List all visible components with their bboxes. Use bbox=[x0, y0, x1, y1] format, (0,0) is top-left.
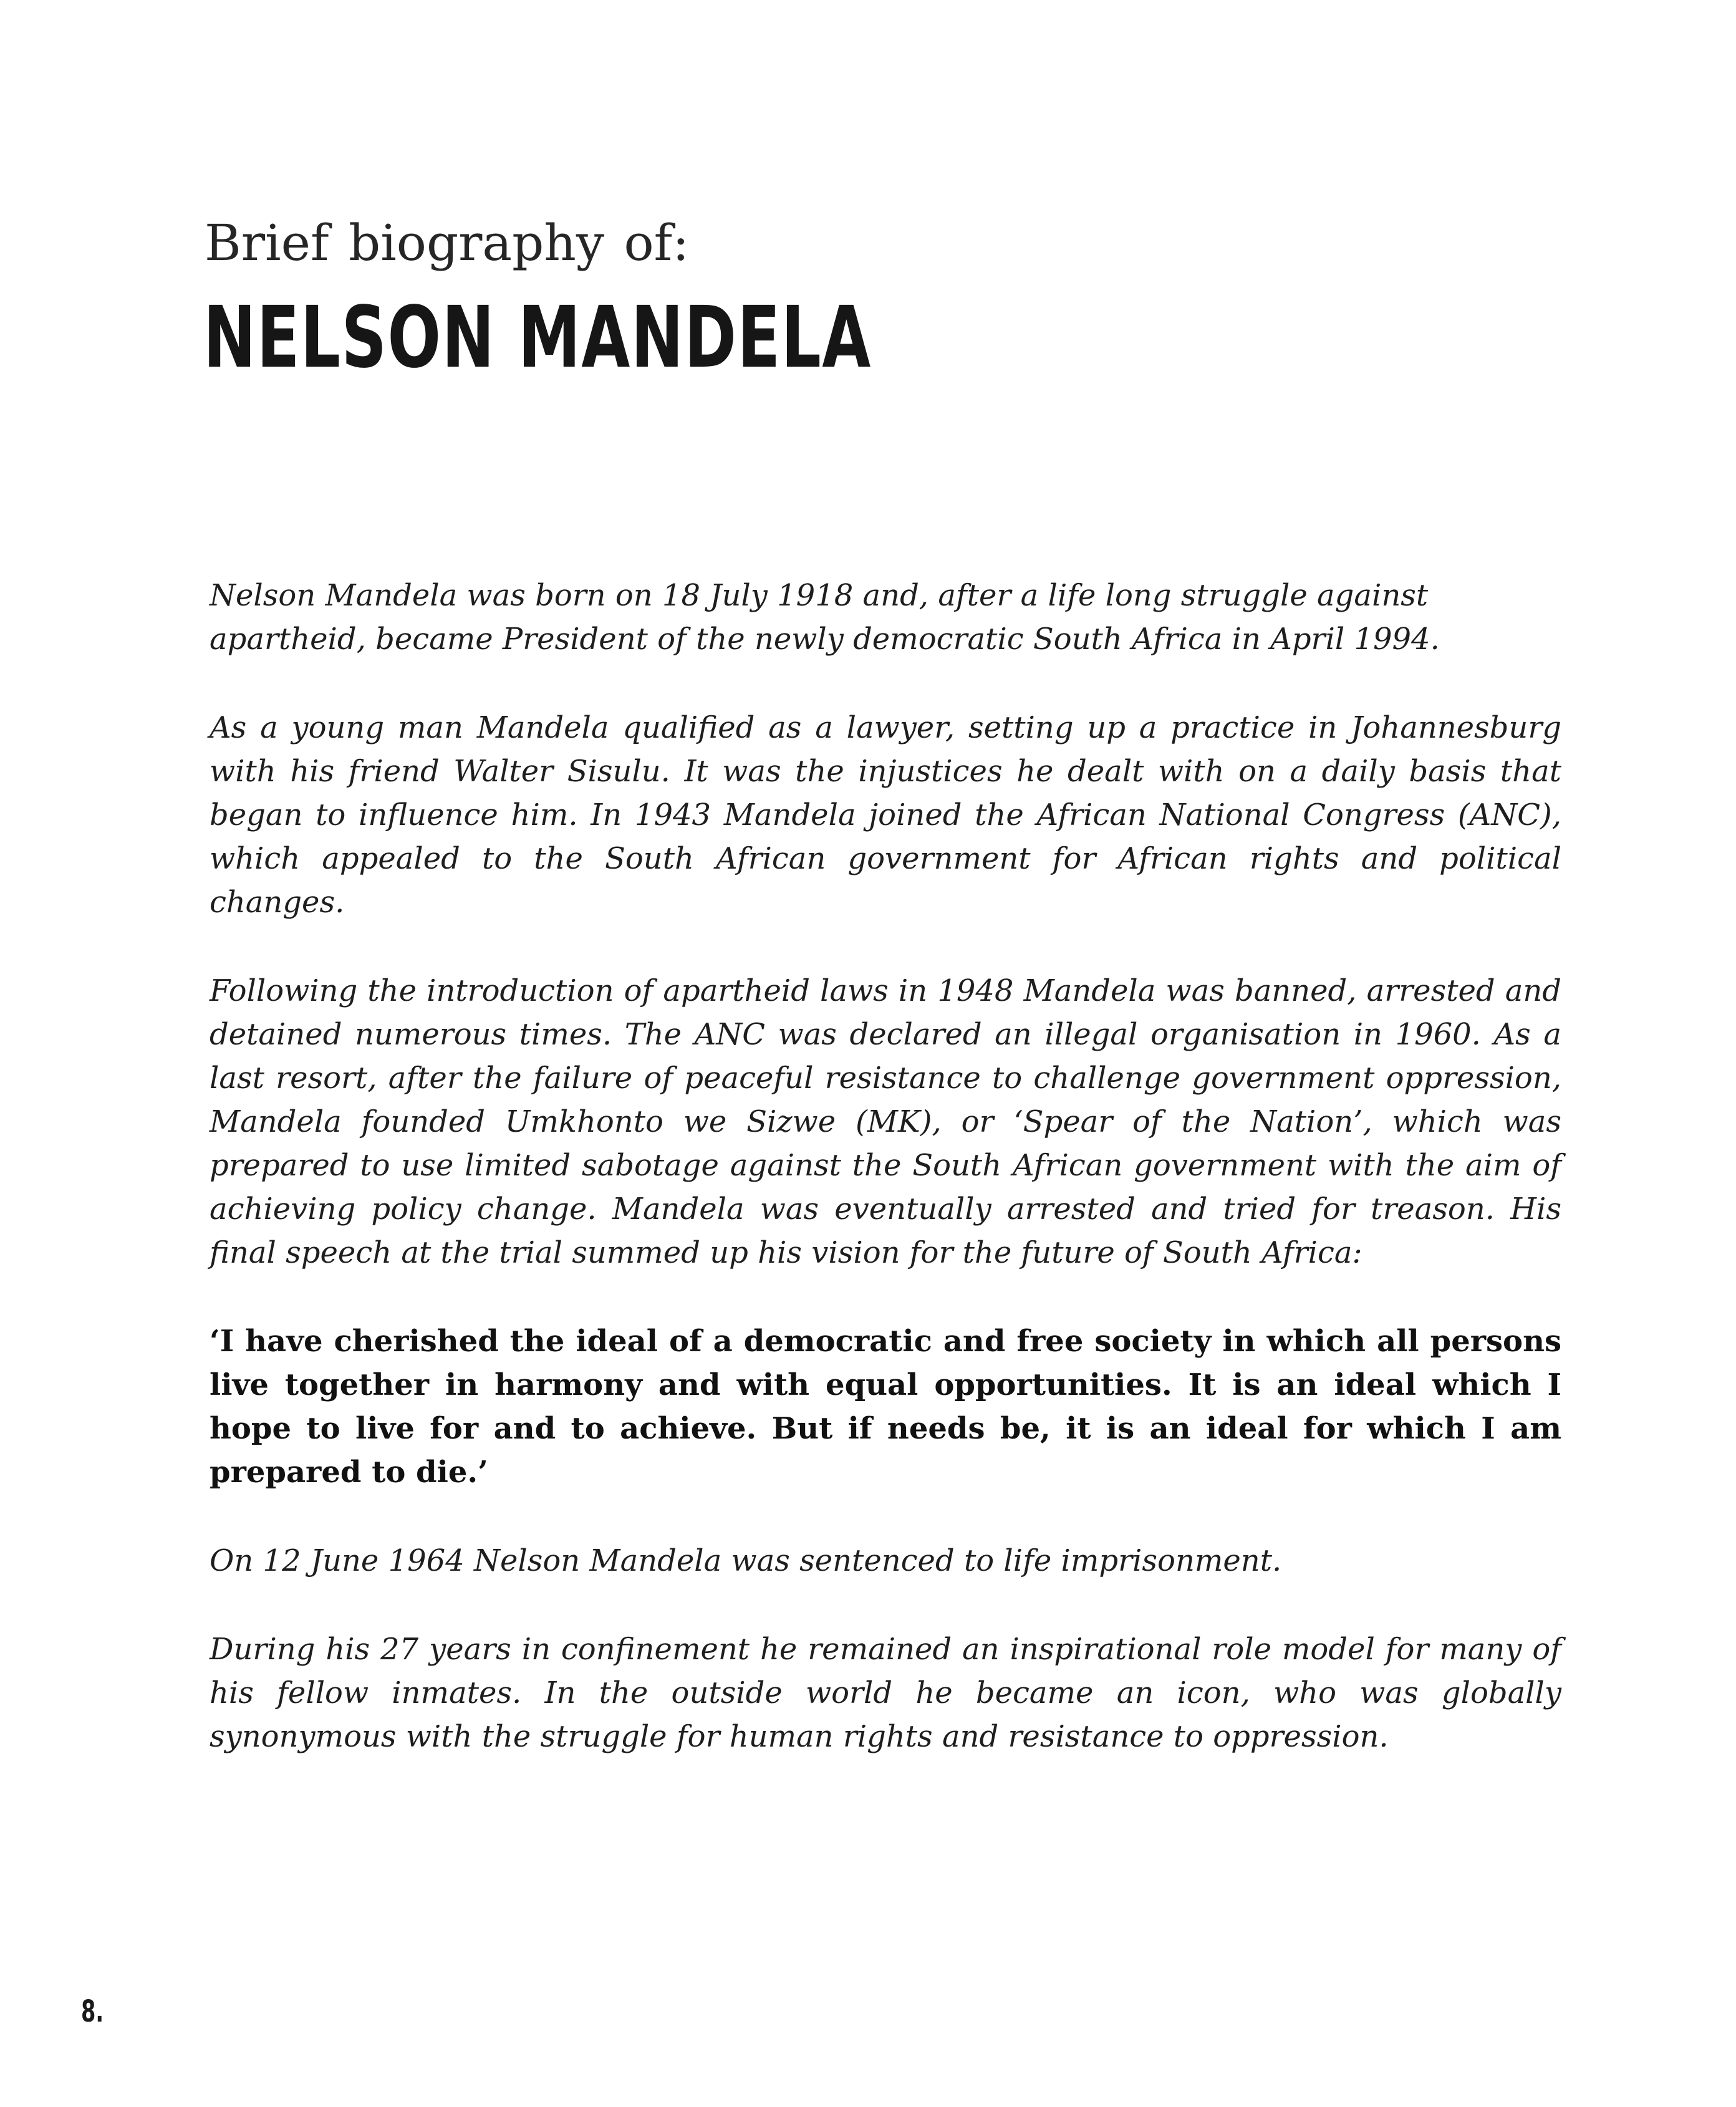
page-number: 8. bbox=[81, 1994, 104, 2029]
trial-speech-quote: ‘I have cherished the ideal of a democratic and free society in which all persons live together in harmony and with equal opportunities. It is an ideal which I hope to live for and to achieve. But if needs be, it is an ideal for which I am prepared to die.’ bbox=[210, 1324, 1561, 1490]
heading-title: NELSON MANDELA bbox=[203, 289, 872, 387]
biography-body bbox=[210, 574, 1561, 1803]
paragraph-resistance: Following the introduction of apartheid laws in 1948 Mandela was banned, arrested and detained numerous times. The ANC was declared an illegal organisation in 1960. As a last resort, after the failure of peaceful resistance to challenge government oppression, Mandela founded Umkhonto we Sizwe (MK), or ‘Spear of the Nation’, which was prepared to use limited sabotage against the South African government with the aim of achieving policy change. Mandela was eventually arrested and tried for treason. His final speech at the trial summed up his vision for the future of South Africa: bbox=[210, 973, 1561, 1270]
paragraph-birth: Nelson Mandela was born on 18 July 1918 and, after a life long struggle against apartheid, became President of the newly democratic South Africa in April 1994. bbox=[210, 578, 1440, 657]
paragraph-confinement: During his 27 years in confinement he remained an inspirational role model for many of his fellow inmates. In the outside world he became an icon, who was globally synonymous with the struggle for human rights and resistance to oppression. bbox=[210, 1632, 1561, 1754]
paragraph-sentence: On 12 June 1964 Nelson Mandela was sentenced to life imprisonment. bbox=[210, 1543, 1282, 1578]
paragraph-early-career: As a young man Mandela qualified as a lawyer, setting up a practice in Johannesburg with his friend Walter Sisulu. It was the injustices he dealt with on a daily basis that began to influence him. In 1943 Mandela joined the African National Congress (ANC), which appealed to the South African government for African rights and political changes. bbox=[210, 710, 1561, 920]
heading-subtitle: Brief biography of: bbox=[205, 214, 690, 272]
